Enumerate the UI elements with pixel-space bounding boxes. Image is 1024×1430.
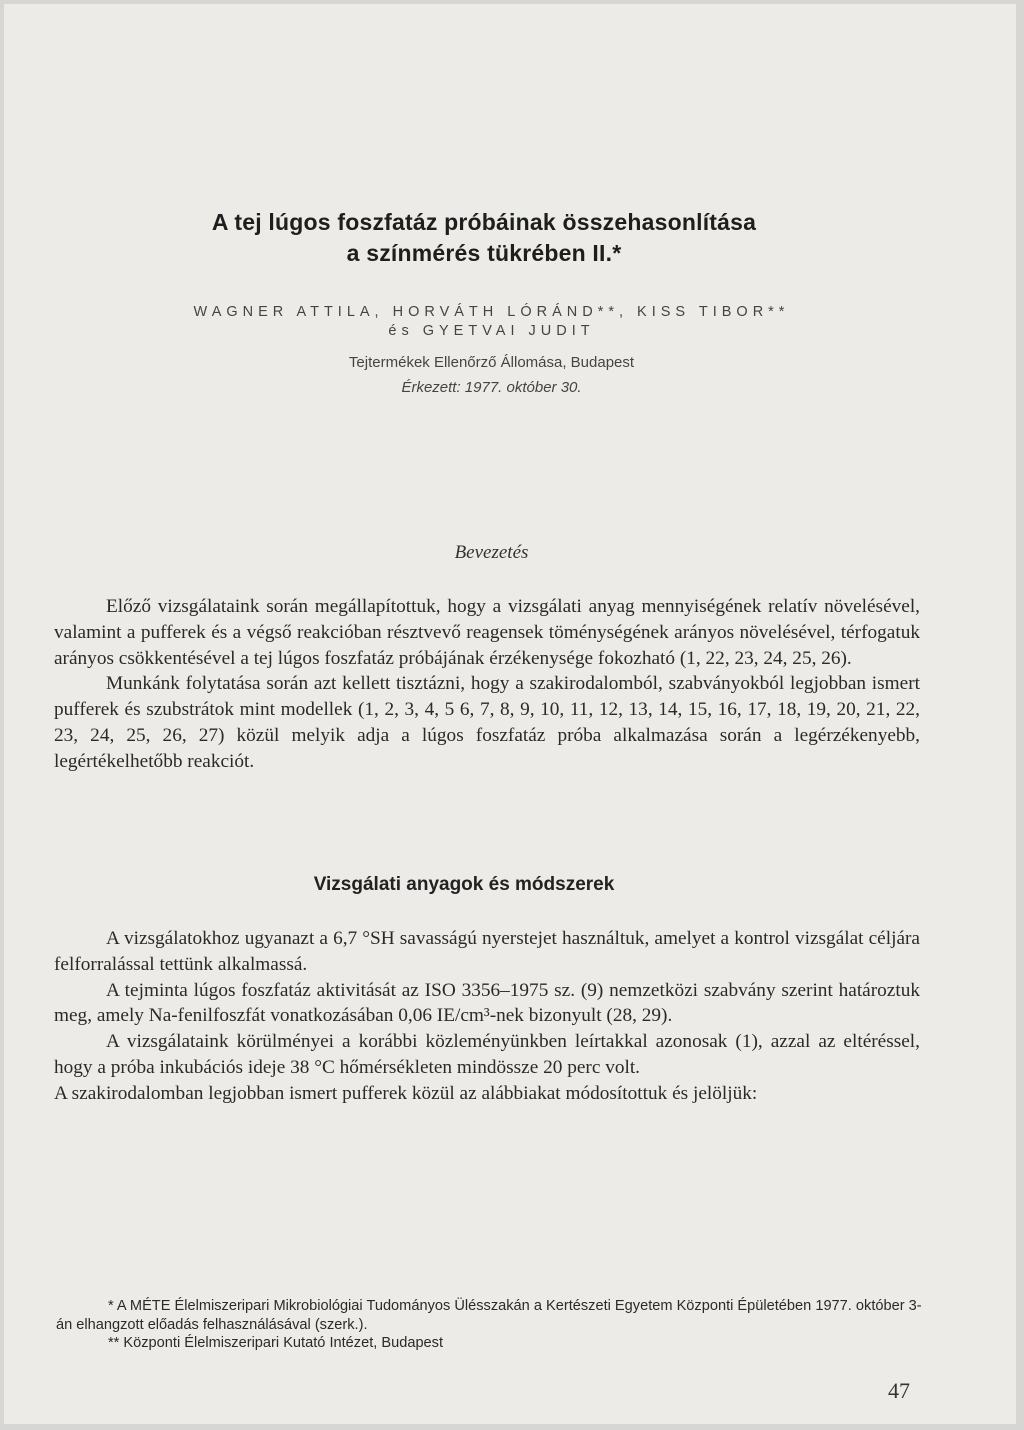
received-date: Érkezett: 1977. október 30. [401,379,582,396]
footnotes [56,1297,926,1353]
page-number: 47 [888,1378,910,1403]
paragraph: Munkánk folytatása során azt kellett tisztázni, hogy a szakirodalomból, szabványokból legjobban ismert pufferek és szubstrátok mint modellek (1, 2, 3, 4, 5 6, 7, 8, 9, 10, 11, 12, 13, 14, 15, 16, 17, 18, 19, 20, 21, 22, 23, 24, 25, 26, 27) közül melyik adja a lúgos foszfatáz próba alkalmazása során a legérzékenyebb, legértékelhetőbb reakciót. [54,673,920,772]
footnote: ** Központi Élelmiszeripari Kutató Intézet, Budapest [108,1335,444,1351]
paper-page [4,4,1016,1424]
institution: Tejtermékek Ellenőrző Állomása, Budapest [348,354,635,371]
footnote: * A MÉTE Élelmiszeripari Mikrobiológiai Tudományos Ülésszakán a Kertészeti Egyetem Központi Épületében 1977. október 3-án elhangzott előadás felhasználásával (szerk.). [56,1298,922,1333]
authors-line-1: WAGNER ATTILA, HORVÁTH LÓRÁND**, KISS TIBOR** [193,304,790,320]
paragraph: A vizsgálatokhoz ugyanazt a 6,7 °SH savasságú nyerstejet használtuk, amelyet a kontrol vizsgálat céljára felforralással tettünk alkalmassá. [54,928,920,975]
methods-body [54,926,920,1107]
article-title-line-1: A tej lúgos foszfatáz próbáinak összehasonlítása [211,209,757,235]
paragraph: A tejminta lúgos foszfatáz aktivitását az ISO 3356–1975 sz. (9) nemzetközi szabvány szerint határoztuk meg, amely Na-fenilfoszfát vonatkozásában 0,06 IE/cm³-nek bizonyult (28, 29). [54,979,920,1027]
introduction-body [54,594,920,775]
authors-line-2: és GYETVAI JUDIT [388,323,595,339]
section-heading-introduction: Bevezetés [454,542,529,563]
paragraph: A szakirodalomban legjobban ismert pufferek közül az alábbiakat módosítottuk és jelöljük: [54,1082,758,1104]
paragraph: A vizsgálataink körülményei a korábbi közleményünkben leírtakkal azonosak (1), azzal az eltéréssel, hogy a próba inkubációs ideje 38 °C hőmérsékleten mindössze 20 perc volt. [54,1031,920,1078]
article-title-line-2: a színmérés tükrében II.* [346,240,622,266]
section-heading-methods: Vizsgálati anyagok és módszerek [313,874,615,895]
paragraph: Előző vizsgálataink során megállapítottuk, hogy a vizsgálati anyag mennyiségének relatív növelésével, valamint a pufferek és a végső reakcióban résztvevő reagensek töménységének arányos növelésével, térfogatuk arányos csökkentésével a tej lúgos foszfatáz próbájának érzékenysége fokozható (1, 22, 23, 24, 25, 26). [54,596,920,669]
